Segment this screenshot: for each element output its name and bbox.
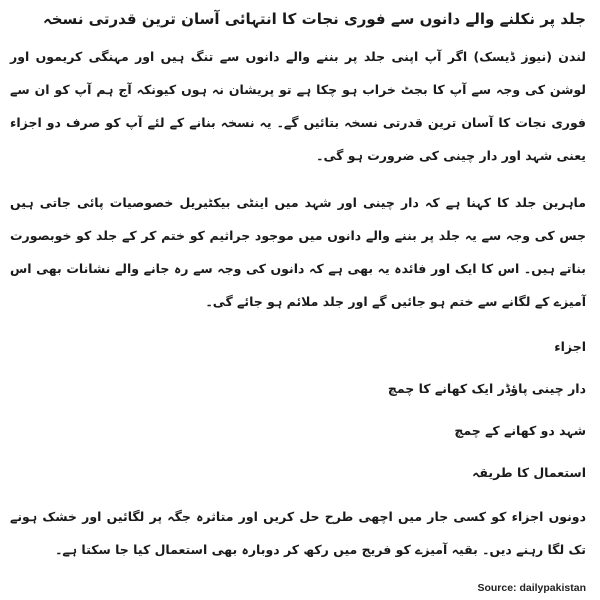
article [10,4,586,580]
source-credit: Source: dailypakistan [477,582,586,594]
article-title: جلد پر نکلنے والے دانوں سے فوری نجات کا انتہائی آسان ترین قدرتی نسخہ [42,10,586,28]
method-paragraph: دونوں اجزاء کو کسی جار میں اچھی طرح حل کریں اور متاثرہ جگہ پر لگائیں اور خشک ہونے تک لگا رہنے دیں۔ بقیہ آمیزے کو فریج میں رکھ کر دوبارہ بھی استعمال کیا جا سکتا ہے۔ [10,509,586,557]
intro-paragraph: لندن (نیوز ڈیسک) اگر آپ اپنی جلد پر بننے والے دانوں سے تنگ ہیں اور مہنگی کریموں اور لوشن کی وجہ سے آپ کا بجٹ خراب ہو چکا ہے تو پریشان نہ ہوں کیونکہ آج ہم آپ کو ان سے فوری نجات کا آسان ترین قدرتی نسخہ بتائیں گے۔ یہ نسخہ بنانے کے لئے آپ کو صرف دو اجزاء یعنی شہد اور دار چینی کی ضرورت ہو گی۔ [10,49,586,163]
experts-paragraph: ماہرین جلد کا کہنا ہے کہ دار چینی اور شہد میں اینٹی بیکٹیریل خصوصیات پائی جاتی ہیں جس کی وجہ سے یہ جلد پر بننے والے دانوں میں موجود جراثیم کو ختم کر کے جلد کو خوبصورت بناتے ہیں۔ اس کا ایک اور فائدہ یہ بھی ہے کہ دانوں کی وجہ سے رہ جانے والے نشانات بھی اس آمیزے کے لگانے سے ختم ہو جائیں گے اور جلد ملائم ہو جائے گی۔ [10,195,586,309]
method-heading: استعمال کا طریقہ [472,465,586,480]
ingredient-item-honey: شہد دو کھانے کے چمچ [454,423,586,438]
ingredient-item-cinnamon: دار چینی پاؤڈر ایک کھانے کا چمچ [387,381,586,396]
ingredients-heading: اجزاء [554,339,586,354]
